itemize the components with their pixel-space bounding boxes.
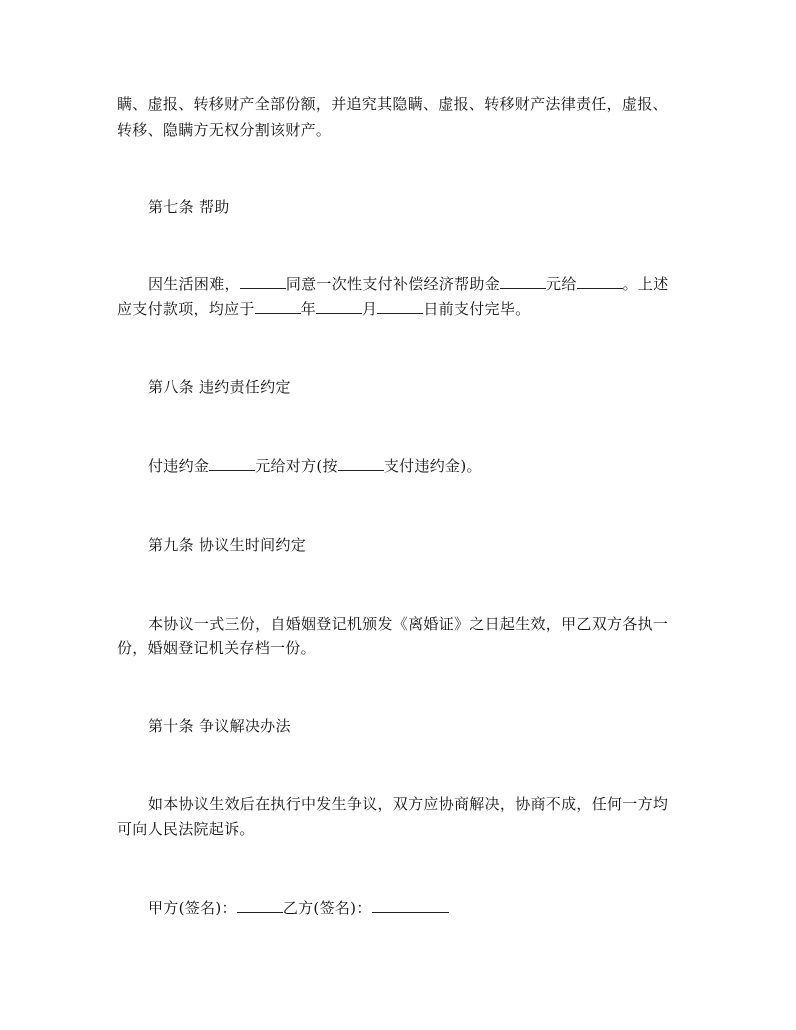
fill-blank xyxy=(577,274,623,289)
text-run: 付违约金 xyxy=(148,457,210,475)
fill-blank xyxy=(377,299,423,314)
text-run: 。上述 xyxy=(622,275,669,293)
text-run: 元给对方(按 xyxy=(255,457,338,475)
fill-blank xyxy=(316,299,362,314)
text-run: 日前支付完毕。 xyxy=(423,300,531,318)
fill-blank xyxy=(240,274,286,289)
text-run: 元给 xyxy=(546,275,577,293)
party-b-signature-label: 乙方(签名)： xyxy=(282,899,372,917)
text-run: 月 xyxy=(362,300,378,318)
paragraph-continuation-line: 瞒、虚报、转移财产全部份额，并追究其隐瞒、虚报、转移财产法律责任，虚报、 xyxy=(117,95,668,113)
signature-line xyxy=(148,896,682,920)
fill-blank xyxy=(255,299,301,314)
article-7-text-line xyxy=(148,272,682,296)
text-run: 因生活困难， xyxy=(148,275,240,293)
fill-blank xyxy=(500,274,546,289)
party-a-signature-blank xyxy=(237,898,283,913)
fill-blank xyxy=(338,456,384,471)
article-9-heading: 第九条 协议生时间约定 xyxy=(148,536,307,554)
article-9-text-line: 份，婚姻登记机关存档一份。 xyxy=(117,639,316,657)
article-9-text-line: 本协议一式三份，自婚姻登记机颁发《离婚证》之日起生效，甲乙双方各执一 xyxy=(148,615,669,633)
party-a-signature-label: 甲方(签名)： xyxy=(148,899,237,917)
fill-blank xyxy=(209,456,255,471)
article-7-text-line xyxy=(117,297,682,321)
text-run: 支付违约金)。 xyxy=(383,457,482,475)
party-b-signature-blank xyxy=(372,898,449,913)
text-run: 同意一次性支付补偿经济帮助金 xyxy=(285,275,501,293)
text-run: 应支付款项，均应于 xyxy=(117,300,255,318)
text-run: 年 xyxy=(300,300,317,318)
article-8-text-line xyxy=(148,454,682,478)
paragraph-continuation-line: 转移、隐瞒方无权分割该财产。 xyxy=(117,121,332,139)
article-8-heading: 第八条 违约责任约定 xyxy=(148,378,291,396)
article-7-heading: 第七条 帮助 xyxy=(148,198,230,216)
article-10-text-line: 可向人民法院起诉。 xyxy=(117,820,255,838)
article-10-heading: 第十条 争议解决办法 xyxy=(148,717,291,735)
article-10-text-line: 如本协议生效后在执行中发生争议，双方应协商解决，协商不成，任何一方均 xyxy=(148,795,669,813)
